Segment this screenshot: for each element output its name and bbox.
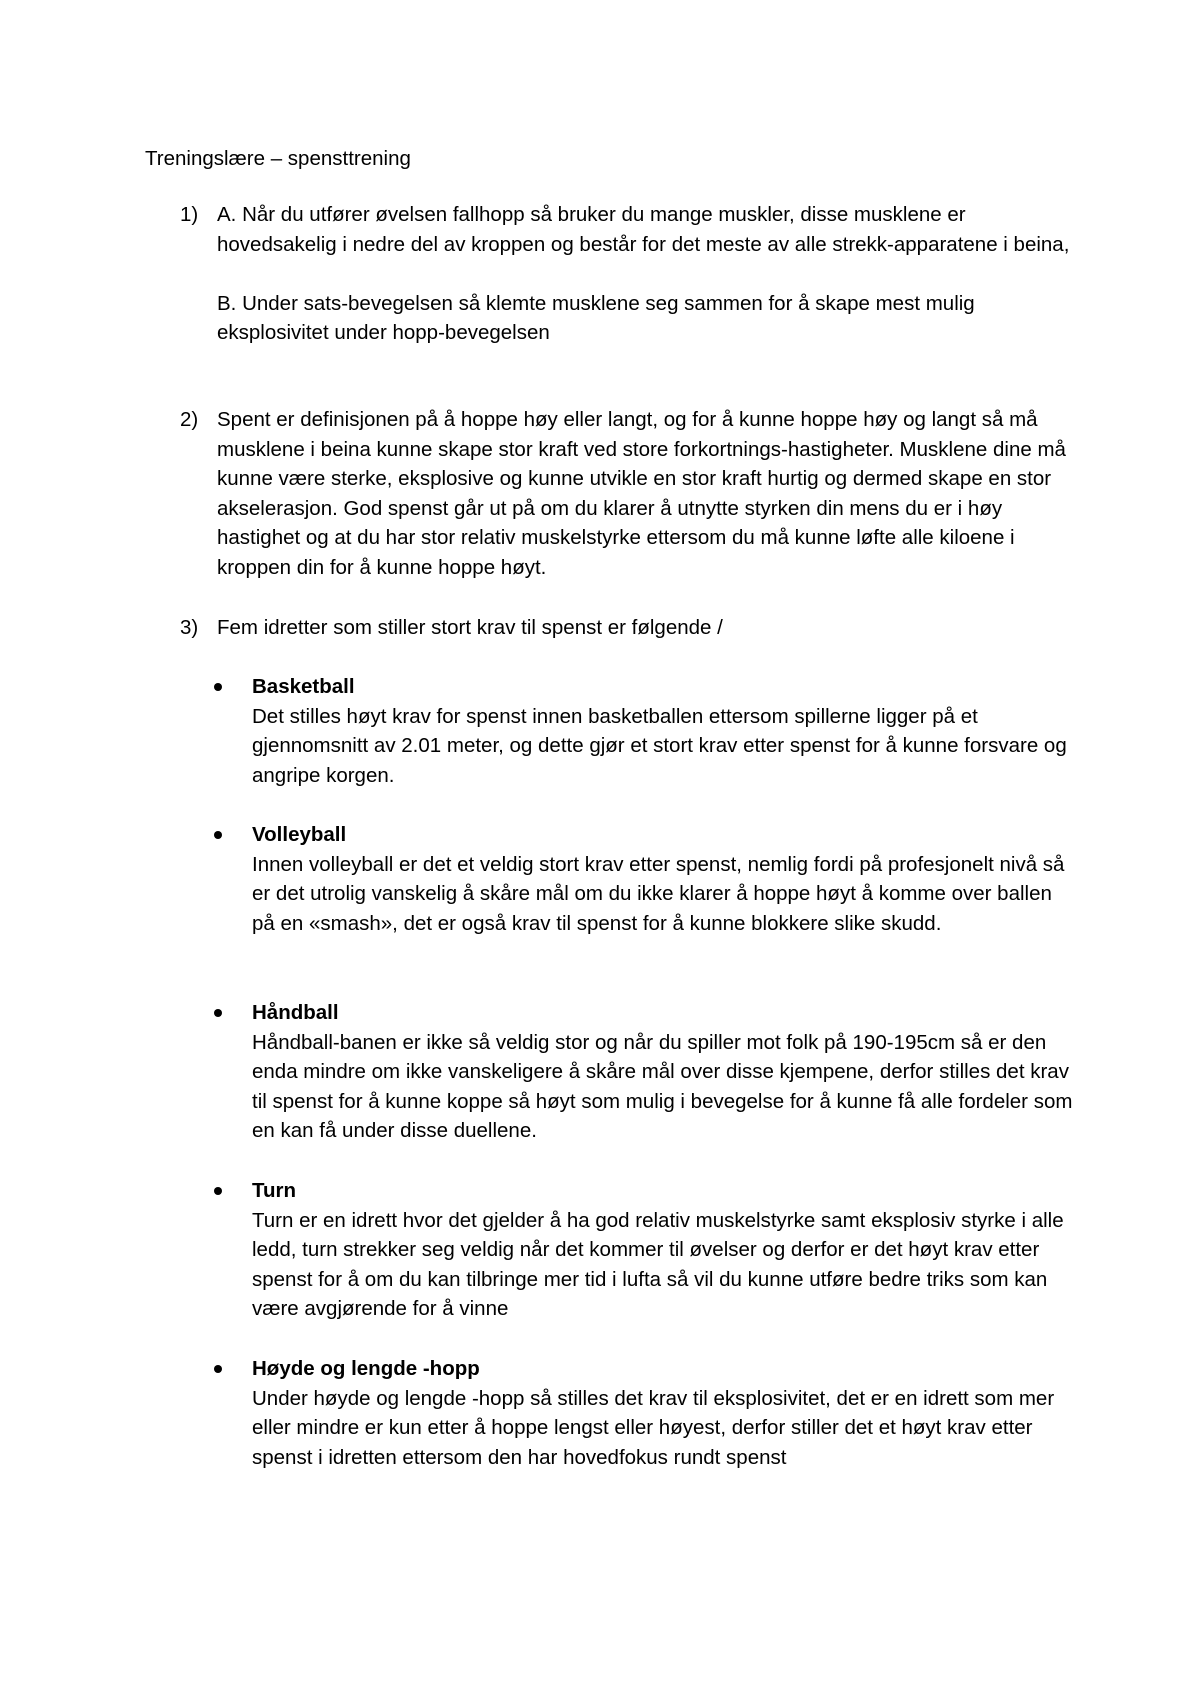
sport-item-handball — [214, 998, 1080, 1146]
bullet-icon — [214, 683, 222, 691]
question-3 — [145, 613, 1080, 643]
sport-description: Innen volleyball er det et veldig stort krav etter spenst, nemlig fordi på profesjonelt nivå så er det utrolig vanskelig å skåre mål om du ikke klarer å hoppe høyt å komme over ballen på en «smash», det er også krav til spenst for å kunne blokkere slike skudd. — [252, 852, 1065, 935]
bullet-icon — [214, 1365, 222, 1373]
sport-name: Volleyball — [252, 823, 347, 846]
question-3-body — [217, 613, 1080, 643]
sport-description: Turn er en idrett hvor det gjelder å ha god relativ muskelstyrke samt eksplosiv styrke i alle ledd, turn strekker seg veldig når det kommer til øvelser og derfor er det høyt krav etter spenst for å om du kan tilbringe mer tid i lufta så vil du kunne utføre bedre triks som kan være avgjørende for å vinne — [252, 1208, 1064, 1320]
sport-item-hoyde-lengde-hopp — [214, 1354, 1080, 1472]
question-3-text: Fem idretter som stiller stort krav til spenst er følgende / — [217, 616, 723, 639]
sport-name: Håndball — [252, 1001, 339, 1024]
sport-description: Under høyde og lengde -hopp så stilles det krav til eksplosivitet, det er en idrett som mer eller mindre er kun etter å hoppe lengst eller høyest, derfor stiller det et høyt krav etter spenst i idretten ettersom den har hovedfokus rundt spenst — [252, 1386, 1055, 1469]
question-2-text: Spent er definisjonen på å hoppe høy eller langt, og for å kunne hoppe høy og langt så må musklene i beina kunne skape stor kraft ved store forkortnings-hastigheter. Musklene dine må kunne være sterke, eksplosive og kunne utvikle en stor kraft hurtig og dermed skape en stor akselerasjon. God spenst går ut på om du klarer å utnytte styrken din mens du er i høy hastighet og at du har stor relativ muskelstyrke ettersom du må kunne løfte alle kiloene i kroppen din for å kunne hoppe høyt. — [217, 408, 1066, 579]
bullet-icon — [214, 1187, 222, 1195]
question-1-part-b: B. Under sats-bevegelsen så klemte musklene seg sammen for å skape mest mulig eksplosivitet under hopp-bevegelsen — [217, 291, 975, 344]
sport-item-basketball — [214, 672, 1080, 790]
question-1-part-a: A. Når du utfører øvelsen fallhopp så bruker du mange muskler, disse musklene er hovedsakelig i nedre del av kroppen og består for det meste av alle strekk-apparatene i beina, — [217, 203, 1070, 256]
question-2-number: 2) — [180, 408, 199, 431]
sport-name: Basketball — [252, 675, 355, 698]
question-2-body — [217, 405, 1080, 582]
question-2 — [145, 405, 1080, 582]
sport-description: Det stilles høyt krav for spenst innen basketballen ettersom spillerne ligger på et gjennomsnitt av 2.01 meter, og dette gjør et stort krav etter spenst for å kunne forsvare og angripe korgen. — [252, 704, 1067, 787]
sport-name: Turn — [252, 1179, 297, 1202]
document-title: Treningslære – spensttrening — [145, 147, 411, 170]
question-1 — [145, 200, 1080, 348]
question-1-number: 1) — [180, 203, 199, 226]
sport-name: Høyde og lengde -hopp — [252, 1357, 480, 1380]
bullet-icon — [214, 1009, 222, 1017]
question-3-number: 3) — [180, 616, 199, 639]
question-1-body — [217, 200, 1080, 348]
bullet-icon — [214, 831, 222, 839]
sport-item-turn — [214, 1176, 1080, 1324]
sport-description: Håndball-banen er ikke så veldig stor og når du spiller mot folk på 190-195cm så er den enda mindre om ikke vanskeligere å skåre mål over disse kjempene, derfor stilles det krav til spenst for å kunne koppe så høyt som mulig i bevegelse for å kunne få alle fordeler som en kan få under disse duellene. — [252, 1030, 1073, 1142]
sport-item-volleyball — [214, 820, 1080, 938]
